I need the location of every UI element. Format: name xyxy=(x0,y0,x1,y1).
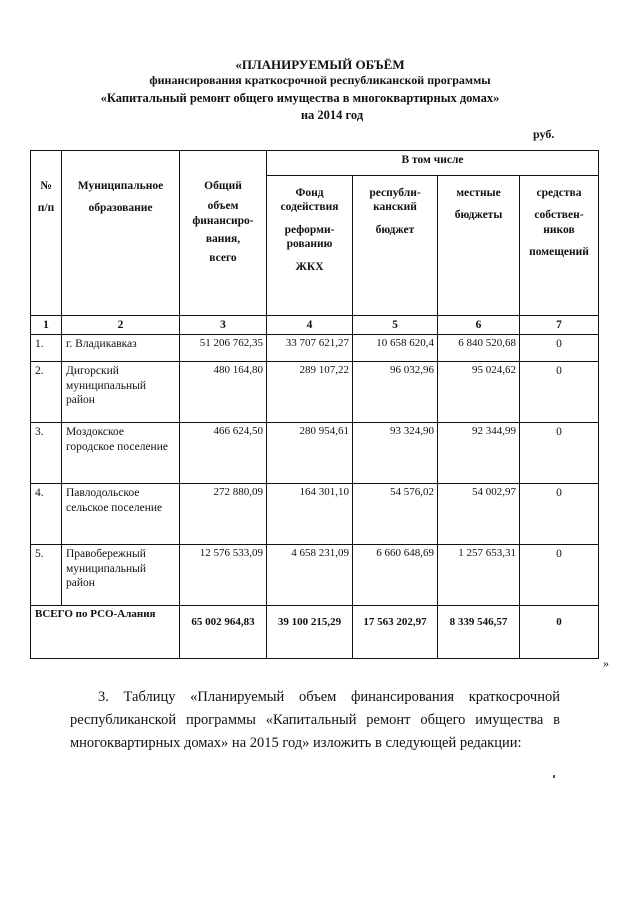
row-municipality: Павлодольское сельское поселение xyxy=(62,484,180,545)
row-municipality: Дигорский муниципальный район xyxy=(62,362,180,423)
table-row xyxy=(31,423,599,484)
total-fund: 39 100 215,29 xyxy=(267,606,353,659)
row-local: 6 840 520,68 xyxy=(438,335,520,362)
scan-speck xyxy=(553,775,555,778)
total-sum: 65 002 964,83 xyxy=(180,606,267,659)
title-line-3: «Капитальный ремонт общего имущества в многоквартирных домах» xyxy=(100,91,500,105)
row-republic: 54 576,02 xyxy=(353,484,438,545)
table-row xyxy=(31,484,599,545)
row-num: 5. xyxy=(31,545,62,606)
column-number: 5 xyxy=(353,316,438,335)
row-total: 466 624,50 xyxy=(180,423,267,484)
amendment-paragraph: 3. Таблицу «Планируемый объем финансирования краткосрочной республиканской программы «Капитальный ремонт общего имущества в многоквартирных домах» на 2015 год» изложить в следующей редакции: xyxy=(70,689,560,751)
header-num: № п/п xyxy=(31,151,62,316)
total-local: 8 339 546,57 xyxy=(438,606,520,659)
column-number: 3 xyxy=(180,316,267,335)
header-local: местные бюджеты xyxy=(438,176,520,316)
row-republic: 96 032,96 xyxy=(353,362,438,423)
column-number: 2 xyxy=(62,316,180,335)
row-republic: 93 324,90 xyxy=(353,423,438,484)
table-row xyxy=(31,362,599,423)
currency-unit: руб. xyxy=(533,127,555,141)
row-num: 4. xyxy=(31,484,62,545)
row-municipality: Моздокское городское поселение xyxy=(62,423,180,484)
row-fund: 164 301,10 xyxy=(267,484,353,545)
row-num: 1. xyxy=(31,335,62,362)
column-number: 1 xyxy=(31,316,62,335)
closing-quote: » xyxy=(603,656,609,670)
header-total: Общий объем финансиро- вания, всего xyxy=(180,151,267,316)
row-fund: 4 658 231,09 xyxy=(267,545,353,606)
row-total: 272 880,09 xyxy=(180,484,267,545)
total-republic: 17 563 202,97 xyxy=(353,606,438,659)
column-numbers-row xyxy=(31,316,599,335)
total-row xyxy=(31,606,599,659)
row-local: 1 257 653,31 xyxy=(438,545,520,606)
header-owners: средства собствен- ников помещений xyxy=(520,176,599,316)
header-municipality: Муниципальное образование xyxy=(62,151,180,316)
row-fund: 289 107,22 xyxy=(267,362,353,423)
financing-table xyxy=(30,150,599,659)
row-local: 95 024,62 xyxy=(438,362,520,423)
header-republic: республи- канский бюджет xyxy=(353,176,438,316)
row-owners: 0 xyxy=(520,362,599,423)
header-fund: Фонд содействия реформи- рованию ЖКХ xyxy=(267,176,353,316)
row-republic: 10 658 620,4 xyxy=(353,335,438,362)
title-line-1: «ПЛАНИРУЕМЫЙ ОБЪЁМ xyxy=(235,57,405,72)
header-including: В том числе xyxy=(267,151,599,176)
row-total: 480 164,80 xyxy=(180,362,267,423)
row-owners: 0 xyxy=(520,484,599,545)
row-owners: 0 xyxy=(520,335,599,362)
row-fund: 33 707 621,27 xyxy=(267,335,353,362)
row-municipality: г. Владикавказ xyxy=(62,335,180,362)
total-owners: 0 xyxy=(520,606,599,659)
row-local: 54 002,97 xyxy=(438,484,520,545)
row-num: 2. xyxy=(31,362,62,423)
column-number: 4 xyxy=(267,316,353,335)
row-total: 12 576 533,09 xyxy=(180,545,267,606)
column-number: 6 xyxy=(438,316,520,335)
total-label: ВСЕГО по РСО-Алания xyxy=(31,606,180,659)
row-fund: 280 954,61 xyxy=(267,423,353,484)
row-total: 51 206 762,35 xyxy=(180,335,267,362)
row-local: 92 344,99 xyxy=(438,423,520,484)
row-num: 3. xyxy=(31,423,62,484)
title-line-2: финансирования краткосрочной республиканской программы xyxy=(149,73,491,87)
table-row xyxy=(31,545,599,606)
row-republic: 6 660 648,69 xyxy=(353,545,438,606)
row-municipality: Правобережный муниципальный район xyxy=(62,545,180,606)
row-owners: 0 xyxy=(520,423,599,484)
title-line-4: на 2014 год xyxy=(300,108,364,122)
column-number: 7 xyxy=(520,316,599,335)
table-row xyxy=(31,335,599,362)
row-owners: 0 xyxy=(520,545,599,606)
